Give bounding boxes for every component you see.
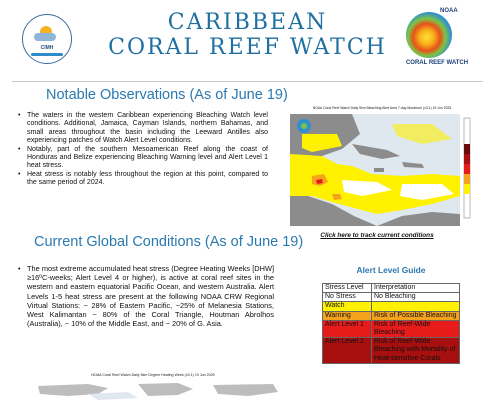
list-item: • The waters in the western Caribbean experiencing Bleaching Watch level conditions. Additional, Jamaica, Cayman Islands, northern Bahamas, and small areas throughout the basin including the Leeward Antilles also experiencing patches of Watch Alert Level conditions. [16,112,268,146]
notable-observations-list [16,112,268,188]
noaa-logo-text: NOAA [440,8,458,14]
interpretation-header: Interpretation [372,284,460,293]
alert-guide-title: Alert Level Guide [356,265,426,275]
table-row [323,302,460,311]
list-item: • The most extreme accumulated heat stress (Degree Heating Weeks [DHW] ≥16ºC-weeks; Alert Level 4 or higher), is active at coral reef sites in the western and eastern equatorial Pacific Ocean, and western Australia. Alert Levels 1-5 heat stress are present at the following NOAA CRW Regional Virtual Stations: ~ 28% of Eastern Pacific, ~25% of Melanesia Stations, West Kalimantan ~ 80% of the Coral Triangle, Houtman Abrolhos (Australia), ~ 10% of the Middle East, and ~ 20% of G. Asia. [16,264,274,328]
globe-icon [406,12,452,58]
caribbean-alert-map [282,104,480,232]
notable-observations-heading: Notable Observations (As of June 19) [46,87,288,103]
interpretation-cell: Risk of Reef-Wide Bleaching [372,320,460,337]
global-map-caption: NOAA Coral Reef Watch Daily 5km Degree Heating Week (v3.1) 19 Jun 2025 [91,373,215,377]
track-conditions-link[interactable]: Click here to track current conditions [320,232,434,239]
report-header [0,0,495,78]
header-divider [12,81,483,82]
stress-level-cell: Alert Level 1 [323,320,372,337]
stress-level-cell: Alert Level 2 [323,338,372,364]
global-conditions-list [16,264,274,328]
caribbean-map-caption: NOAA Coral Reef Watch Daily 5km Bleaching Alert Area 7-day Maximum (v3.1) 19 Jun 2025 [312,106,452,110]
list-item: • Notably, part of the southern Mesoamerican Reef along the coast of Honduras and Belize experiencing Bleaching Warning level and Alert Level 1 heat stress. [16,146,268,171]
global-conditions-heading: Current Global Conditions (As of June 19) [34,234,304,250]
stress-level-header: Stress Level [323,284,372,293]
table-row [323,293,460,302]
table-row [323,338,460,364]
cimh-logo-text: CIMH [40,45,54,51]
table-row [323,320,460,337]
table-row [323,311,460,320]
stress-level-cell: No Stress [323,293,372,302]
interpretation-cell [372,302,460,311]
alert-level-guide-table [322,283,460,364]
crw-logo-text: CORAL REEF WATCH [405,60,469,66]
title-line-2: CORAL REEF WATCH [108,35,387,60]
interpretation-cell: No Bleaching [372,293,460,302]
table-header-row [323,284,460,293]
interpretation-cell: Risk of Possible Bleaching [372,311,460,320]
list-item: • Heat stress is notably less throughout the region at this point, compared to the same period of 2024. [16,171,268,188]
stress-level-cell: Warning [323,311,372,320]
stress-level-cell: Watch [323,302,372,311]
title-line-1: CARIBBEAN [167,10,328,35]
noaa-crw-logo [402,8,469,70]
global-dhw-map [28,380,288,400]
interpretation-cell: Risk of Reef-Wide Bleaching with Mortality of Heat-sensitive Corals [372,338,460,364]
